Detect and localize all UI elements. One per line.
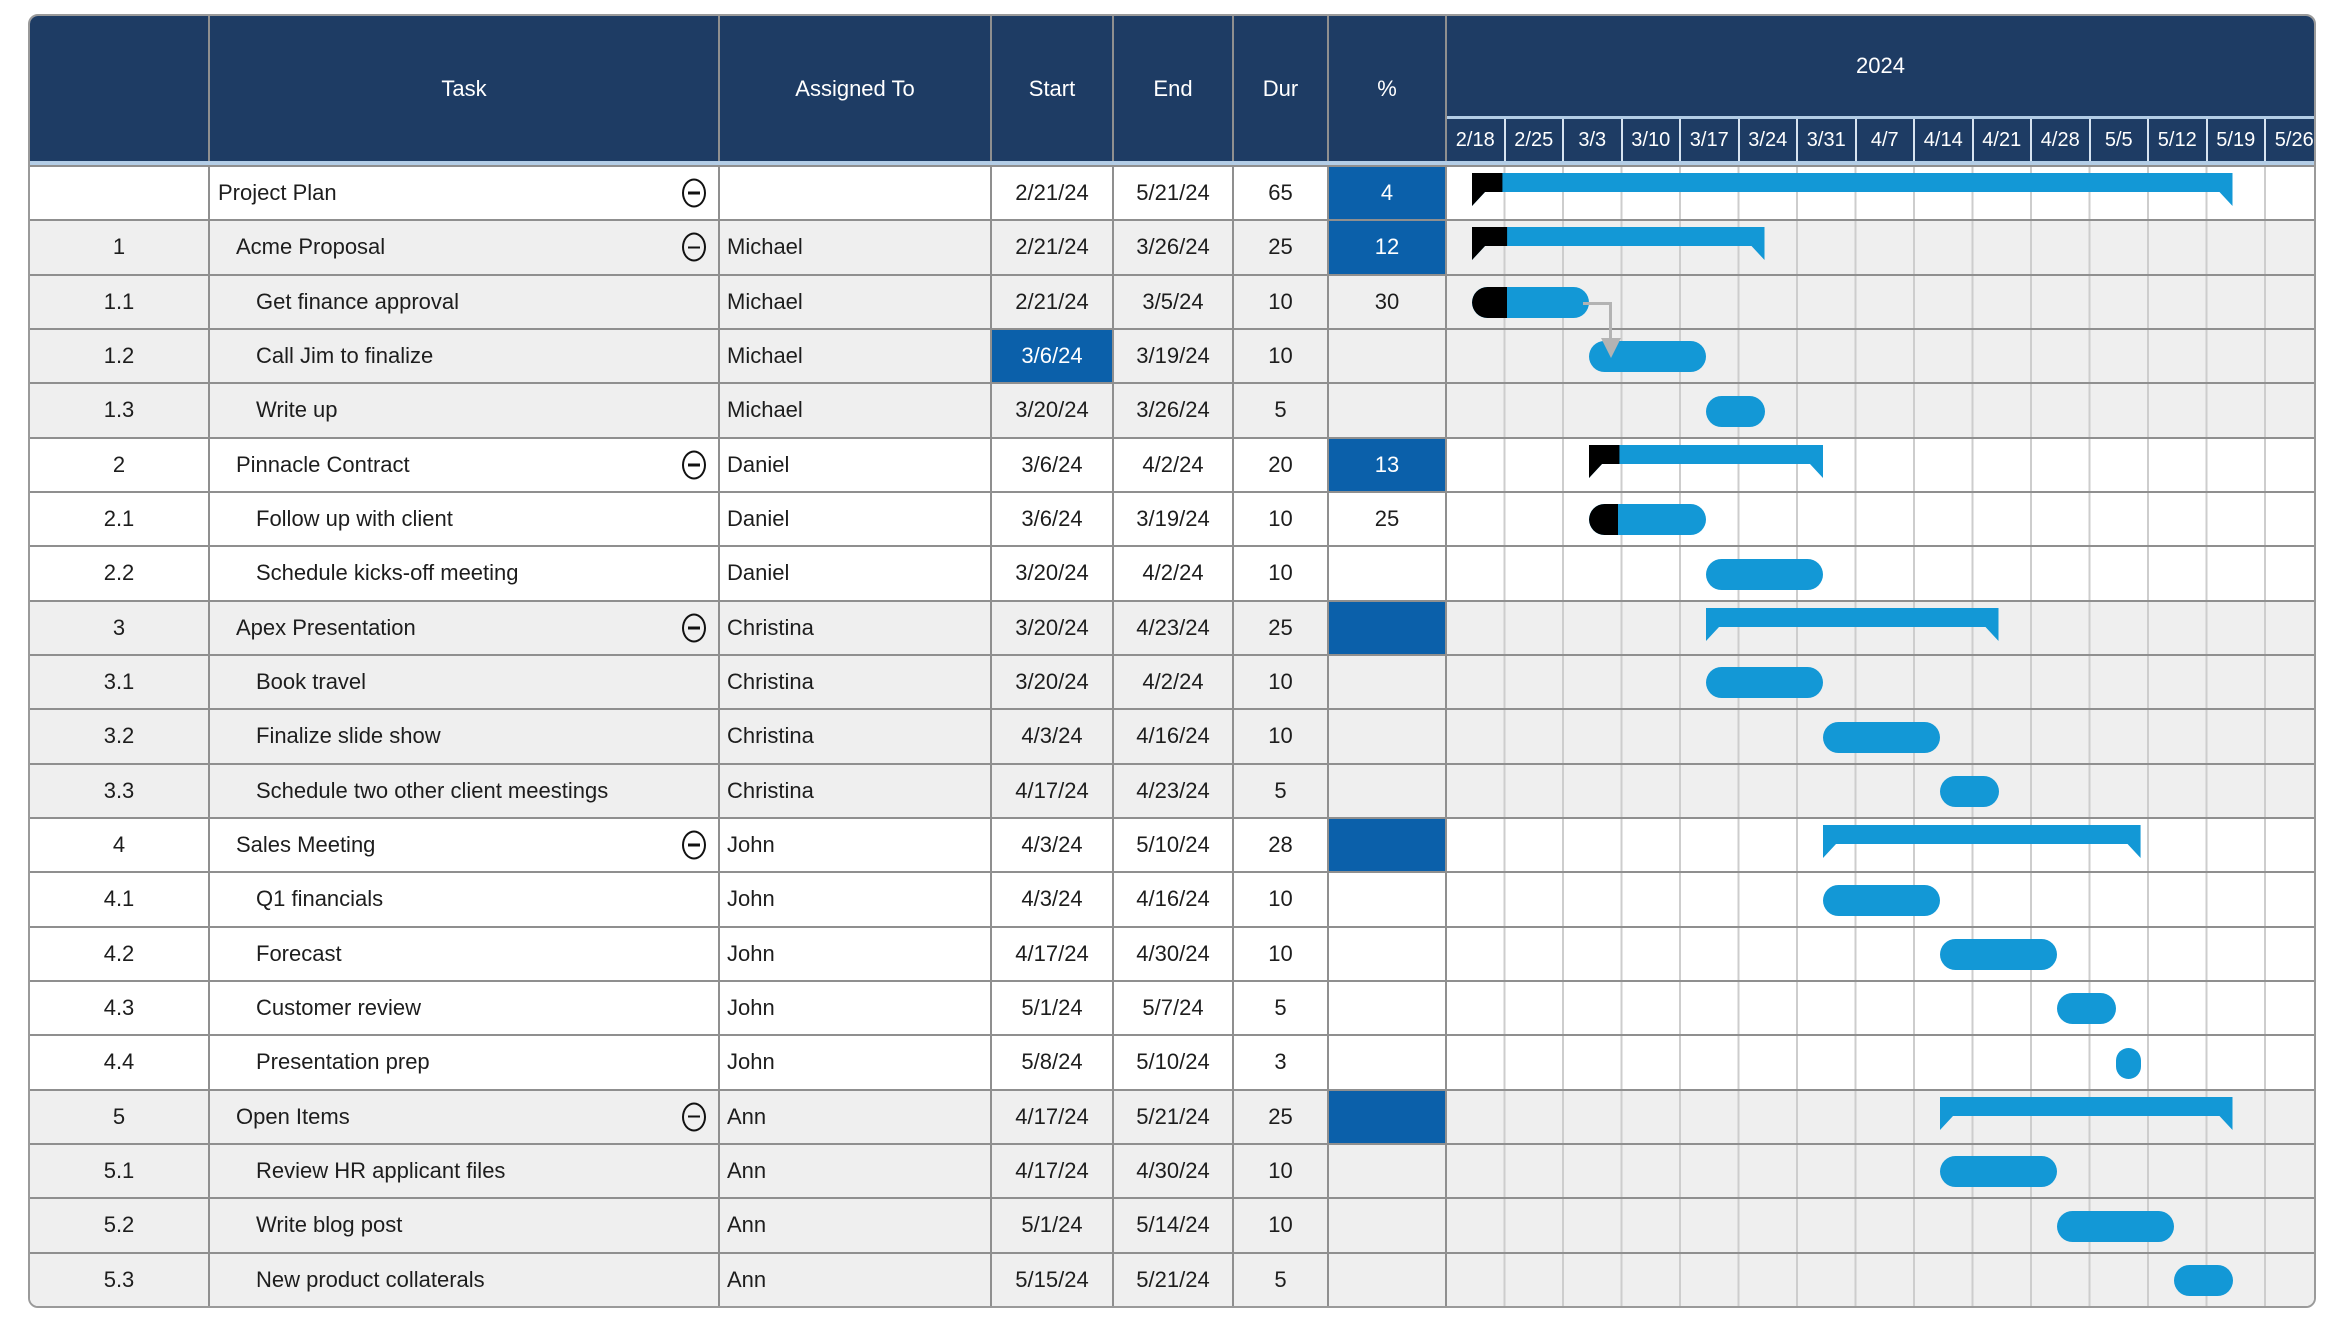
end-date-cell[interactable]: 5/21/24: [1114, 1091, 1234, 1143]
task-row: [30, 817, 2314, 871]
start-date-cell[interactable]: 4/17/24: [992, 1145, 1114, 1197]
task-row: [30, 600, 2314, 654]
timeline-week-label: 4/7: [1857, 119, 1916, 161]
assigned-cell[interactable]: Daniel: [720, 493, 992, 545]
table-header: [30, 16, 2314, 165]
gantt-timeline-cell: [1447, 928, 2314, 980]
column-header-percent: %: [1329, 16, 1447, 161]
assigned-cell[interactable]: John: [720, 982, 992, 1034]
gantt-task-bar[interactable]: [1940, 1156, 2057, 1187]
end-date-cell[interactable]: 4/23/24: [1114, 602, 1234, 654]
task-row: [30, 219, 2314, 273]
end-date-cell[interactable]: 5/7/24: [1114, 982, 1234, 1034]
collapse-minus-icon[interactable]: [682, 831, 706, 860]
start-date-cell[interactable]: 5/15/24: [992, 1254, 1114, 1306]
collapse-minus-icon[interactable]: [682, 179, 706, 208]
timeline-week-label: 5/12: [2149, 119, 2208, 161]
duration-cell[interactable]: 65: [1234, 167, 1329, 219]
percent-complete-cell[interactable]: [1329, 982, 1447, 1034]
gantt-task-bar[interactable]: [1706, 667, 1823, 698]
task-name-label: Apex Presentation: [236, 614, 416, 640]
timeline-week-label: 5/26: [2266, 119, 2314, 161]
task-row: [30, 1089, 2314, 1143]
gantt-timeline-cell: [1447, 439, 2314, 491]
column-header-task: Task: [210, 16, 720, 161]
task-name-label: Open Items: [236, 1103, 350, 1129]
end-date-cell[interactable]: 3/26/24: [1114, 221, 1234, 273]
timeline-week-label: 3/24: [1740, 119, 1799, 161]
gantt-timeline-cell: [1447, 656, 2314, 708]
gantt-task-bar[interactable]: [2174, 1265, 2233, 1296]
task-name-label: Schedule two other client meestings: [256, 777, 609, 803]
task-name-label: New product collaterals: [256, 1266, 485, 1292]
assigned-cell[interactable]: Christina: [720, 765, 992, 817]
duration-cell[interactable]: 5: [1234, 765, 1329, 817]
gantt-timeline-cell: [1447, 765, 2314, 817]
gantt-task-bar[interactable]: [1823, 722, 1940, 753]
task-name-cell[interactable]: [210, 1199, 720, 1251]
task-name-cell[interactable]: [210, 710, 720, 762]
task-name-label: Acme Proposal: [236, 234, 386, 260]
gantt-task-bar[interactable]: [1706, 396, 1765, 427]
percent-complete-cell[interactable]: [1329, 384, 1447, 436]
dependency-arrowhead-icon: [1601, 338, 1621, 358]
gantt-timeline-cell: [1447, 710, 2314, 762]
percent-complete-cell[interactable]: [1329, 547, 1447, 599]
collapse-minus-icon[interactable]: [682, 233, 706, 262]
task-name-cell[interactable]: [210, 1145, 720, 1197]
task-row: [30, 763, 2314, 817]
start-date-cell[interactable]: 3/20/24: [992, 602, 1114, 654]
task-name-label: Follow up with client: [256, 506, 453, 532]
task-row: [30, 328, 2314, 382]
task-row: [30, 708, 2314, 762]
assigned-cell[interactable]: John: [720, 928, 992, 980]
end-date-cell[interactable]: 4/30/24: [1114, 928, 1234, 980]
row-number-cell[interactable]: 5.2: [30, 1199, 210, 1251]
column-header-end: End: [1114, 16, 1234, 161]
collapse-minus-icon[interactable]: [682, 613, 706, 642]
duration-cell[interactable]: 10: [1234, 493, 1329, 545]
assigned-cell[interactable]: Christina: [720, 602, 992, 654]
row-number-cell[interactable]: 5: [30, 1091, 210, 1143]
row-number-cell[interactable]: 2.2: [30, 547, 210, 599]
duration-cell[interactable]: 25: [1234, 1091, 1329, 1143]
gantt-summary-bar[interactable]: [1706, 608, 1999, 644]
end-date-cell[interactable]: 3/26/24: [1114, 384, 1234, 436]
timeline-header: [1447, 16, 2314, 161]
gantt-timeline-cell: [1447, 1254, 2314, 1306]
percent-complete-cell[interactable]: [1329, 1254, 1447, 1306]
task-name-label: Write up: [256, 397, 338, 423]
duration-cell[interactable]: 10: [1234, 710, 1329, 762]
gantt-timeline-cell: [1447, 221, 2314, 273]
gantt-task-bar[interactable]: [1940, 939, 2057, 970]
task-name-label: Call Jim to finalize: [256, 343, 434, 369]
gantt-timeline-cell: [1447, 1091, 2314, 1143]
gantt-timeline-cell: [1447, 982, 2314, 1034]
duration-cell[interactable]: 3: [1234, 1036, 1329, 1088]
timeline-week-label: 3/10: [1623, 119, 1682, 161]
percent-complete-cell[interactable]: [1329, 602, 1447, 654]
summary-progress-segment: [1472, 227, 1507, 260]
gantt-timeline-cell: [1447, 384, 2314, 436]
start-date-cell[interactable]: 4/17/24: [992, 765, 1114, 817]
task-row: [30, 871, 2314, 925]
start-date-cell[interactable]: 3/6/24: [992, 330, 1114, 382]
row-number-cell[interactable]: 1.2: [30, 330, 210, 382]
percent-complete-cell[interactable]: [1329, 710, 1447, 762]
timeline-week-label: 5/5: [2091, 119, 2150, 161]
assigned-cell[interactable]: John: [720, 873, 992, 925]
end-date-cell[interactable]: 3/19/24: [1114, 493, 1234, 545]
row-number-cell[interactable]: 5.1: [30, 1145, 210, 1197]
start-date-cell[interactable]: 3/20/24: [992, 656, 1114, 708]
percent-complete-cell[interactable]: [1329, 1036, 1447, 1088]
gantt-timeline-cell: [1447, 493, 2314, 545]
assigned-cell[interactable]: Daniel: [720, 439, 992, 491]
start-date-cell[interactable]: 4/3/24: [992, 710, 1114, 762]
assigned-cell[interactable]: Ann: [720, 1091, 992, 1143]
row-number-cell[interactable]: 1: [30, 221, 210, 273]
task-name-label: Customer review: [256, 995, 422, 1021]
task-name-label: Q1 financials: [256, 886, 384, 912]
gantt-timeline-cell: [1447, 1036, 2314, 1088]
task-row: [30, 1252, 2314, 1306]
assigned-cell[interactable]: Daniel: [720, 547, 992, 599]
duration-cell[interactable]: 25: [1234, 602, 1329, 654]
task-name-label: Forecast: [256, 940, 342, 966]
duration-cell[interactable]: 10: [1234, 1145, 1329, 1197]
task-name-label: Sales Meeting: [236, 832, 376, 858]
end-date-cell[interactable]: 4/2/24: [1114, 656, 1234, 708]
duration-cell[interactable]: 10: [1234, 330, 1329, 382]
task-row: [30, 1143, 2314, 1197]
row-number-cell[interactable]: 5.3: [30, 1254, 210, 1306]
row-number-cell[interactable]: 1.3: [30, 384, 210, 436]
task-name-cell[interactable]: [210, 330, 720, 382]
gantt-task-bar[interactable]: [2057, 1211, 2174, 1242]
task-row: [30, 274, 2314, 328]
end-date-cell[interactable]: 5/14/24: [1114, 1199, 1234, 1251]
start-date-cell[interactable]: 2/21/24: [992, 167, 1114, 219]
duration-cell[interactable]: 5: [1234, 1254, 1329, 1306]
duration-cell[interactable]: 5: [1234, 982, 1329, 1034]
gantt-summary-bar[interactable]: [1472, 173, 2233, 209]
gantt-task-bar[interactable]: [1472, 287, 1589, 318]
start-date-cell[interactable]: 2/21/24: [992, 276, 1114, 328]
task-name-label: Review HR applicant files: [256, 1158, 506, 1184]
timeline-week-label: 4/21: [1974, 119, 2033, 161]
end-date-cell[interactable]: 4/16/24: [1114, 710, 1234, 762]
gantt-timeline-cell: [1447, 1199, 2314, 1251]
row-number-cell[interactable]: 2.1: [30, 493, 210, 545]
assigned-cell[interactable]: Ann: [720, 1254, 992, 1306]
percent-complete-cell[interactable]: [1329, 1199, 1447, 1251]
percent-complete-cell[interactable]: 25: [1329, 493, 1447, 545]
percent-complete-cell[interactable]: [1329, 873, 1447, 925]
gantt-summary-bar[interactable]: [1940, 1097, 2233, 1133]
assigned-cell[interactable]: John: [720, 1036, 992, 1088]
dependency-connector: [1609, 302, 1612, 342]
percent-complete-cell[interactable]: [1329, 1145, 1447, 1197]
gantt-timeline-cell: [1447, 873, 2314, 925]
row-number-cell[interactable]: [30, 167, 210, 219]
duration-cell[interactable]: 5: [1234, 384, 1329, 436]
assigned-cell[interactable]: [720, 167, 992, 219]
gantt-summary-bar[interactable]: [1589, 445, 1823, 481]
task-name-cell[interactable]: [210, 384, 720, 436]
assigned-cell[interactable]: John: [720, 819, 992, 871]
column-header-assigned: Assigned To: [720, 16, 992, 161]
assigned-cell[interactable]: Ann: [720, 1199, 992, 1251]
end-date-cell[interactable]: 4/2/24: [1114, 547, 1234, 599]
task-name-label: Get finance approval: [256, 288, 460, 314]
gantt-task-bar[interactable]: [1823, 885, 1940, 916]
task-name-label: Book travel: [256, 669, 367, 695]
row-number-cell[interactable]: 4.3: [30, 982, 210, 1034]
timeline-week-label: 2/25: [1506, 119, 1565, 161]
row-number-cell[interactable]: 4.2: [30, 928, 210, 980]
task-name-cell[interactable]: [210, 439, 720, 491]
task-row: [30, 980, 2314, 1034]
start-date-cell[interactable]: 3/20/24: [992, 547, 1114, 599]
timeline-week-label: 3/17: [1681, 119, 1740, 161]
percent-complete-cell[interactable]: [1329, 928, 1447, 980]
percent-complete-cell[interactable]: [1329, 1091, 1447, 1143]
row-number-cell[interactable]: 3: [30, 602, 210, 654]
gantt-summary-bar[interactable]: [1823, 825, 2141, 861]
task-row: [30, 165, 2314, 219]
row-number-cell[interactable]: 4.4: [30, 1036, 210, 1088]
task-name-label: Write blog post: [256, 1212, 403, 1238]
gantt-task-bar[interactable]: [1589, 504, 1706, 535]
start-date-cell[interactable]: 5/8/24: [992, 1036, 1114, 1088]
task-name-cell[interactable]: [210, 167, 720, 219]
assigned-cell[interactable]: Christina: [720, 656, 992, 708]
row-number-cell[interactable]: 4.1: [30, 873, 210, 925]
timeline-week-label: 4/14: [1915, 119, 1974, 161]
column-header-start: Start: [992, 16, 1114, 161]
gantt-task-bar[interactable]: [2057, 993, 2116, 1024]
task-name-label: Pinnacle Contract: [236, 451, 410, 477]
timeline-week-label: 2/18: [1447, 119, 1506, 161]
task-row: [30, 491, 2314, 545]
start-date-cell[interactable]: 5/1/24: [992, 982, 1114, 1034]
timeline-week-row: [1447, 116, 2314, 161]
duration-cell[interactable]: 10: [1234, 1199, 1329, 1251]
assigned-cell[interactable]: Michael: [720, 384, 992, 436]
end-date-cell[interactable]: 5/10/24: [1114, 819, 1234, 871]
task-row: [30, 545, 2314, 599]
assigned-cell[interactable]: Christina: [720, 710, 992, 762]
task-name-cell[interactable]: [210, 1254, 720, 1306]
end-date-cell[interactable]: 3/19/24: [1114, 330, 1234, 382]
task-name-cell[interactable]: [210, 1036, 720, 1088]
duration-cell[interactable]: 28: [1234, 819, 1329, 871]
task-name-cell[interactable]: [210, 928, 720, 980]
gantt-timeline-cell: [1447, 547, 2314, 599]
end-date-cell[interactable]: 4/23/24: [1114, 765, 1234, 817]
task-progress-fill: [1589, 504, 1618, 535]
row-number-cell[interactable]: 2: [30, 439, 210, 491]
duration-cell[interactable]: 10: [1234, 276, 1329, 328]
task-name-label: Schedule kicks-off meeting: [256, 560, 519, 586]
start-date-cell[interactable]: 3/20/24: [992, 384, 1114, 436]
column-header-rownum: [30, 16, 210, 161]
task-name-cell[interactable]: [210, 982, 720, 1034]
task-name-cell[interactable]: [210, 873, 720, 925]
gantt-task-bar[interactable]: [1706, 559, 1823, 590]
task-name-cell[interactable]: [210, 493, 720, 545]
gantt-task-bar[interactable]: [2116, 1048, 2141, 1079]
task-row: [30, 382, 2314, 436]
gantt-timeline-cell: [1447, 330, 2314, 382]
task-name-cell[interactable]: [210, 547, 720, 599]
start-date-cell[interactable]: 3/6/24: [992, 439, 1114, 491]
task-name-cell[interactable]: [210, 221, 720, 273]
gantt-timeline-cell: [1447, 167, 2314, 219]
task-name-cell[interactable]: [210, 1091, 720, 1143]
task-name-cell[interactable]: [210, 656, 720, 708]
gantt-summary-bar[interactable]: [1472, 227, 1765, 263]
task-row: [30, 1034, 2314, 1088]
gantt-task-bar[interactable]: [1940, 776, 1999, 807]
end-date-cell[interactable]: 5/10/24: [1114, 1036, 1234, 1088]
task-progress-fill: [1472, 287, 1507, 318]
timeline-week-label: 4/28: [2032, 119, 2091, 161]
task-name-label: Finalize slide show: [256, 723, 441, 749]
percent-complete-cell[interactable]: [1329, 765, 1447, 817]
collapse-minus-icon[interactable]: [682, 1102, 706, 1131]
start-date-cell[interactable]: 3/6/24: [992, 493, 1114, 545]
task-row: [30, 654, 2314, 708]
end-date-cell[interactable]: 5/21/24: [1114, 1254, 1234, 1306]
duration-cell[interactable]: 10: [1234, 873, 1329, 925]
assigned-cell[interactable]: Michael: [720, 330, 992, 382]
duration-cell[interactable]: 10: [1234, 547, 1329, 599]
start-date-cell[interactable]: 4/17/24: [992, 1091, 1114, 1143]
task-name-cell[interactable]: [210, 819, 720, 871]
start-date-cell[interactable]: 5/1/24: [992, 1199, 1114, 1251]
duration-cell[interactable]: 10: [1234, 928, 1329, 980]
gantt-timeline-cell: [1447, 602, 2314, 654]
start-date-cell[interactable]: 4/3/24: [992, 873, 1114, 925]
table-body: [30, 165, 2314, 1306]
percent-complete-cell[interactable]: [1329, 819, 1447, 871]
task-name-cell[interactable]: [210, 765, 720, 817]
row-number-cell[interactable]: 4: [30, 819, 210, 871]
assigned-cell[interactable]: Michael: [720, 276, 992, 328]
duration-cell[interactable]: 20: [1234, 439, 1329, 491]
row-number-cell[interactable]: 3.1: [30, 656, 210, 708]
end-date-cell[interactable]: 4/30/24: [1114, 1145, 1234, 1197]
task-row: [30, 437, 2314, 491]
task-name-label: Presentation prep: [256, 1049, 430, 1075]
column-header-dur: Dur: [1234, 16, 1329, 161]
assigned-cell[interactable]: Ann: [720, 1145, 992, 1197]
timeline-week-label: 3/3: [1564, 119, 1623, 161]
duration-cell[interactable]: 25: [1234, 221, 1329, 273]
gantt-timeline-cell: [1447, 819, 2314, 871]
task-name-cell[interactable]: [210, 276, 720, 328]
end-date-cell[interactable]: 4/2/24: [1114, 439, 1234, 491]
percent-complete-cell[interactable]: 13: [1329, 439, 1447, 491]
task-row: [30, 1197, 2314, 1251]
start-date-cell[interactable]: 4/17/24: [992, 928, 1114, 980]
project-gantt-table: [28, 14, 2316, 1308]
start-date-cell[interactable]: 4/3/24: [992, 819, 1114, 871]
collapse-minus-icon[interactable]: [682, 450, 706, 479]
row-number-cell[interactable]: 3.3: [30, 765, 210, 817]
end-date-cell[interactable]: 4/16/24: [1114, 873, 1234, 925]
percent-complete-cell[interactable]: 12: [1329, 221, 1447, 273]
gantt-timeline-cell: [1447, 276, 2314, 328]
end-date-cell[interactable]: 5/21/24: [1114, 167, 1234, 219]
percent-complete-cell[interactable]: 30: [1329, 276, 1447, 328]
task-name-cell[interactable]: [210, 602, 720, 654]
gantt-timeline-cell: [1447, 1145, 2314, 1197]
row-number-cell[interactable]: 1.1: [30, 276, 210, 328]
end-date-cell[interactable]: 3/5/24: [1114, 276, 1234, 328]
task-row: [30, 926, 2314, 980]
summary-progress-segment: [1589, 445, 1619, 478]
duration-cell[interactable]: 10: [1234, 656, 1329, 708]
start-date-cell[interactable]: 2/21/24: [992, 221, 1114, 273]
timeline-year-header: 2024: [1856, 53, 1905, 78]
percent-complete-cell[interactable]: [1329, 656, 1447, 708]
summary-progress-segment: [1472, 173, 1502, 206]
timeline-week-label: 3/31: [1798, 119, 1857, 161]
percent-complete-cell[interactable]: [1329, 330, 1447, 382]
dependency-connector: [1583, 302, 1612, 305]
row-number-cell[interactable]: 3.2: [30, 710, 210, 762]
task-name-label: Project Plan: [218, 180, 337, 206]
percent-complete-cell[interactable]: 4: [1329, 167, 1447, 219]
assigned-cell[interactable]: Michael: [720, 221, 992, 273]
timeline-week-label: 5/19: [2208, 119, 2267, 161]
